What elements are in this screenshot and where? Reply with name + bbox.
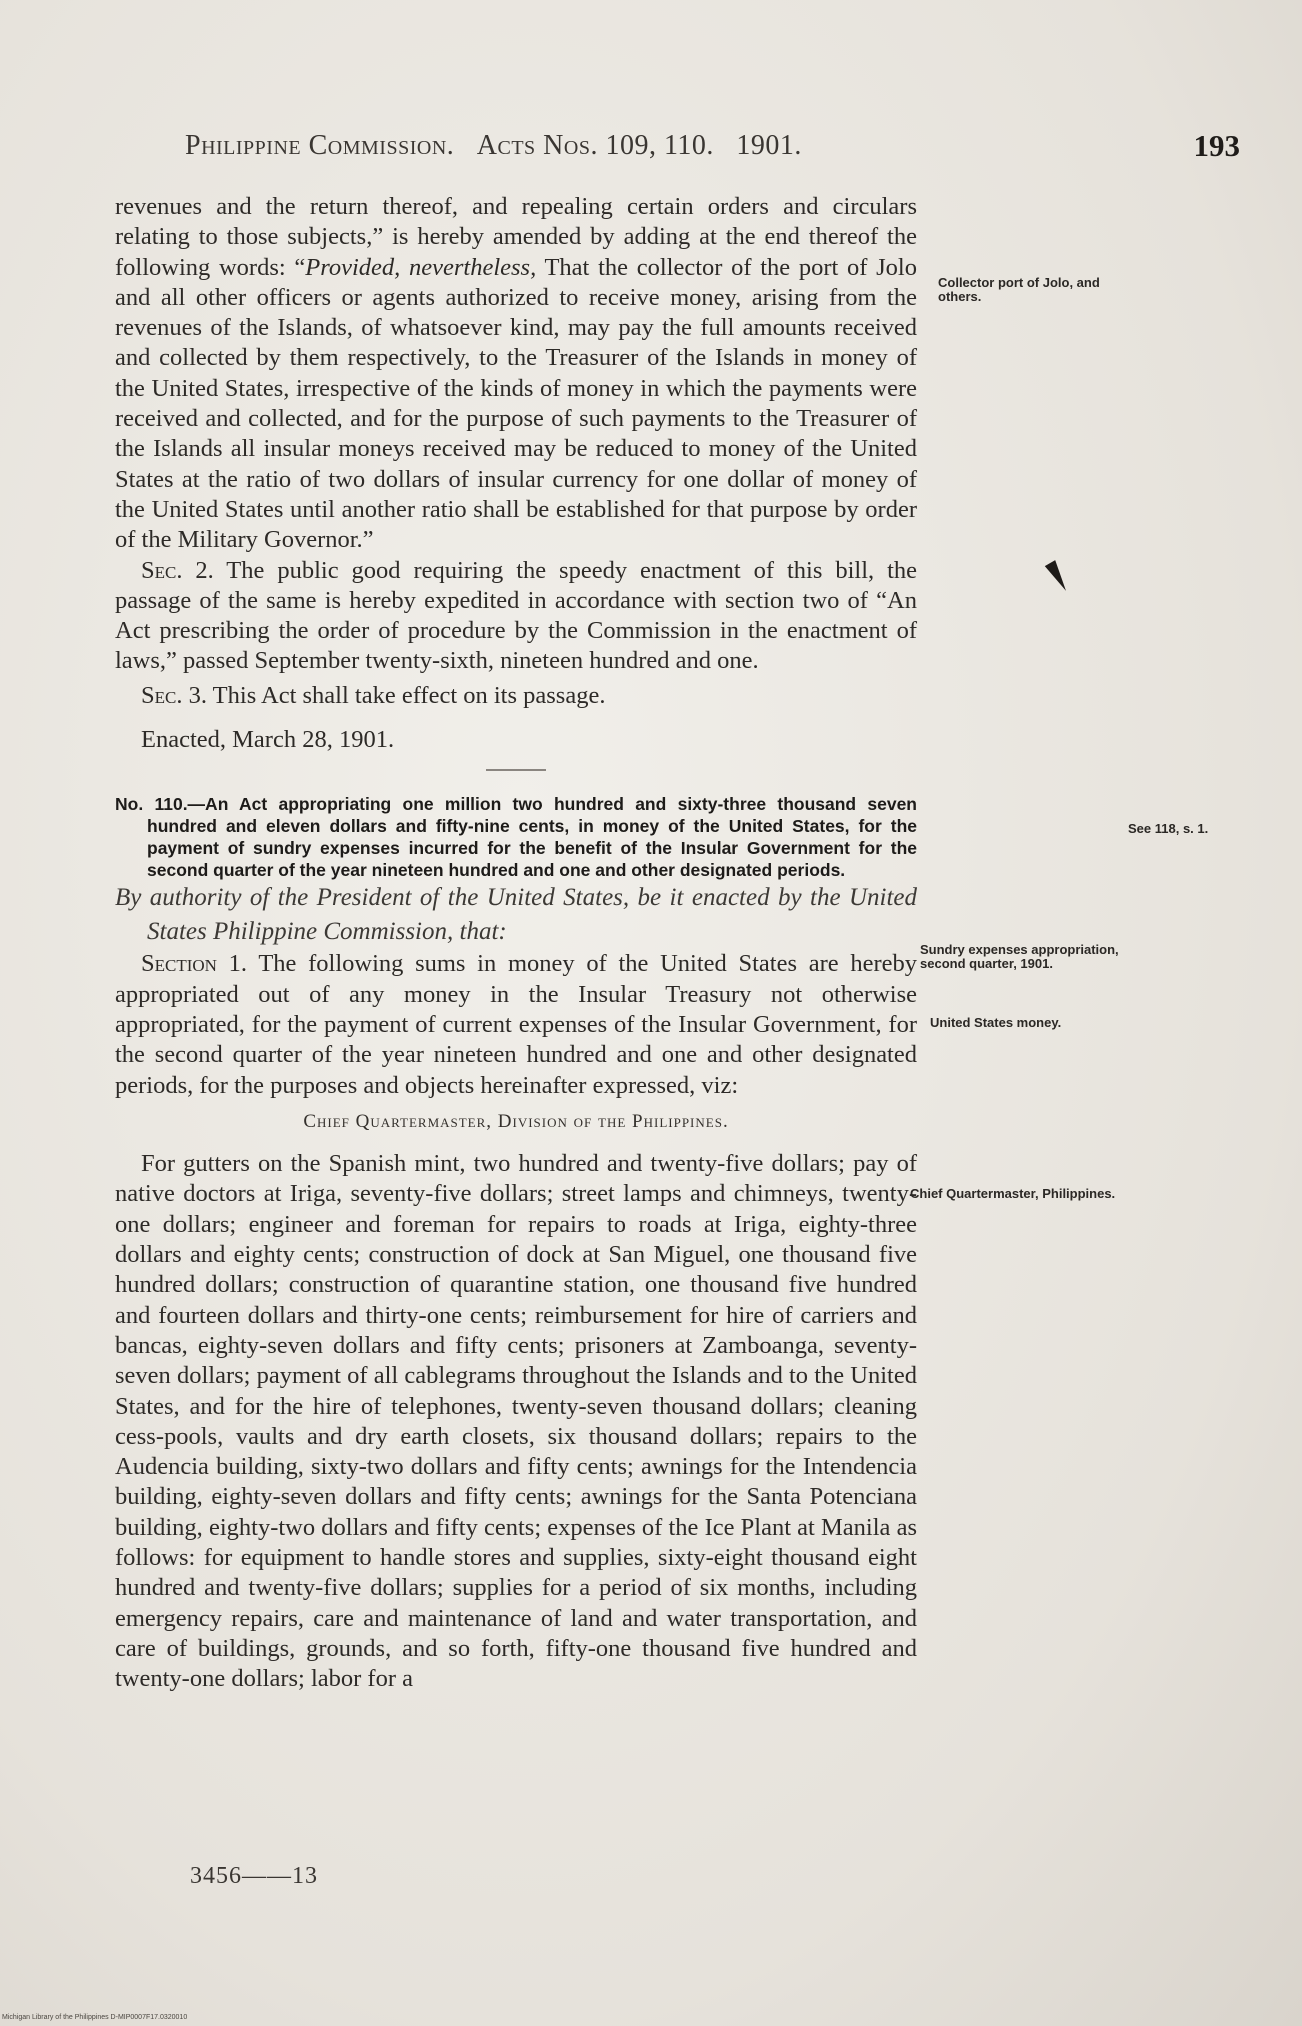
margin-note-money: United States money. xyxy=(930,1015,1062,1030)
running-head xyxy=(185,130,802,162)
page-number: 193 xyxy=(1193,128,1240,163)
page-header xyxy=(185,130,1240,170)
section-3-label: Sec. 3. xyxy=(141,681,207,709)
items-paragraph: For gutters on the Spanish mint, two hundred and twenty-five dollars; pay of native doctors at Iriga, seventy-five dollars; street lamps and chimneys, twenty-one dollars; engineer and foreman for repairs to roads at Iriga, eighty-three dollars and eighty cents; construction of dock at San Miguel, one thousand five hundred dollars; construction of quarantine station, one thousand five hundred and fourteen dollars and thirty-one cents; reimbursement for hire of carriers and bancas, eighty-seven dollars and fifty cents; prisoners at Zamboanga, seventy-seven dollars; payment of all cablegrams throughout the Islands and to the United States, and for the hire of telephones, twenty-seven thousand dollars; cleaning cess-pools, vaults and dry earth closets, six thousand dollars; repairs to the Audencia building, sixty-two dollars and fifty cents; awnings for the Intendencia building, eighty-seven dollars and fifty cents; awnings for the Santa Potenciana building, eighty-two dollars and fifty cents; expenses of the Ice Plant at Manila as follows: for equipment to handle stores and supplies, sixty-eight thousand eight hundred and twenty-five dollars; supplies for a period of six months, including emergency repairs, care and maintenance of land and water transportation, and care of buildings, grounds, and so forth, fifty-one thousand five hundred and twenty-one dollars; labor for a xyxy=(115,1150,917,1693)
enacting-clause: By authority of the President of the United States, be it enacted by the United States Philippine Commission, that: xyxy=(115,884,917,946)
margin-note-chief-qm: Chief Quartermaster, Philippines. xyxy=(910,1186,1116,1201)
section-divider xyxy=(486,769,546,771)
margin-note-sundry: Sundry expenses appropriation, second quarter, 1901. xyxy=(920,942,1119,971)
ink-blot-mark xyxy=(1045,560,1071,594)
footer-credit: Michigan Library of the Philippines D-MIP0007F17.0320010 xyxy=(2,2014,188,2021)
running-head-year: 1901. xyxy=(736,130,802,161)
margin-note-collector: Collector port of Jolo, and others. xyxy=(938,275,1100,304)
running-head-acts: Acts Nos. 109, 110. xyxy=(476,130,714,161)
section-3: Sec. 3. This Act shall take effect on its passage. xyxy=(141,681,606,709)
section-1: Section 1. The following sums in money of the United States are hereby appropriated out of any money in the Insular Treasury not otherwise appropriated, for the payment of current expenses of the Insular Government, for the second quarter of the year nineteen hundred and one and other designated periods, for the purposes and objects hereinafter expressed, viz: xyxy=(115,950,917,1099)
paragraph-amendment: revenues and the return thereof, and repealing certain orders and circulars relating to those subjects,” is hereby amended by adding at the end thereof the following words: “Provided, nevertheless, That the collector of the port of Jolo and all other officers or agents authorized to receive money, arising from the revenues of the Islands, of whatsoever kind, may pay the full amounts received and collected by them respectively, to the Treasurer of the Islands in money of the United States, irrespective of the kinds of money in which the payments were received and collected, and for the purpose of such payments to the Treasurer of the Islands all insular moneys received may be reduced to money of the United States at the ratio of two dollars of insular currency for one dollar of money of the United States until another ratio shall be established for that purpose by order of the Military Governor.” xyxy=(115,193,917,554)
body-text xyxy=(115,192,917,1694)
provided-clause: Provided, nevertheless, xyxy=(305,253,537,281)
margin-note-see: See 118, s. 1. xyxy=(1128,821,1209,836)
act-110-title: No. 110.—An Act appropriating one million two hundred and sixty-three thousand seven hundred and eleven dollars and fifty-nine cents, in money of the United States, for the payment of sundry expenses incurred for the benefit of the Insular Government for the second quarter of the year nineteen hundred and one and other designated periods. xyxy=(115,794,917,881)
chief-quartermaster-heading: Chief Quartermaster, Division of the Philippines. xyxy=(303,1110,729,1132)
enacted-date: Enacted, March 28, 1901. xyxy=(141,726,395,754)
section-2: Sec. 2. The public good requiring the speedy enactment of this bill, the passage of the same is hereby expedited in accordance with section two of “An Act prescribing the order of procedure by the Commission in the enactment of laws,” passed September twenty-sixth, nineteen hundred and one. xyxy=(115,556,917,675)
running-head-prefix: Philippine Commission. xyxy=(185,130,455,161)
section-2-label: Sec. 2. xyxy=(141,556,214,584)
signature-mark: 3456——13 xyxy=(190,1863,318,1889)
section-1-label: Section 1. xyxy=(141,950,248,978)
